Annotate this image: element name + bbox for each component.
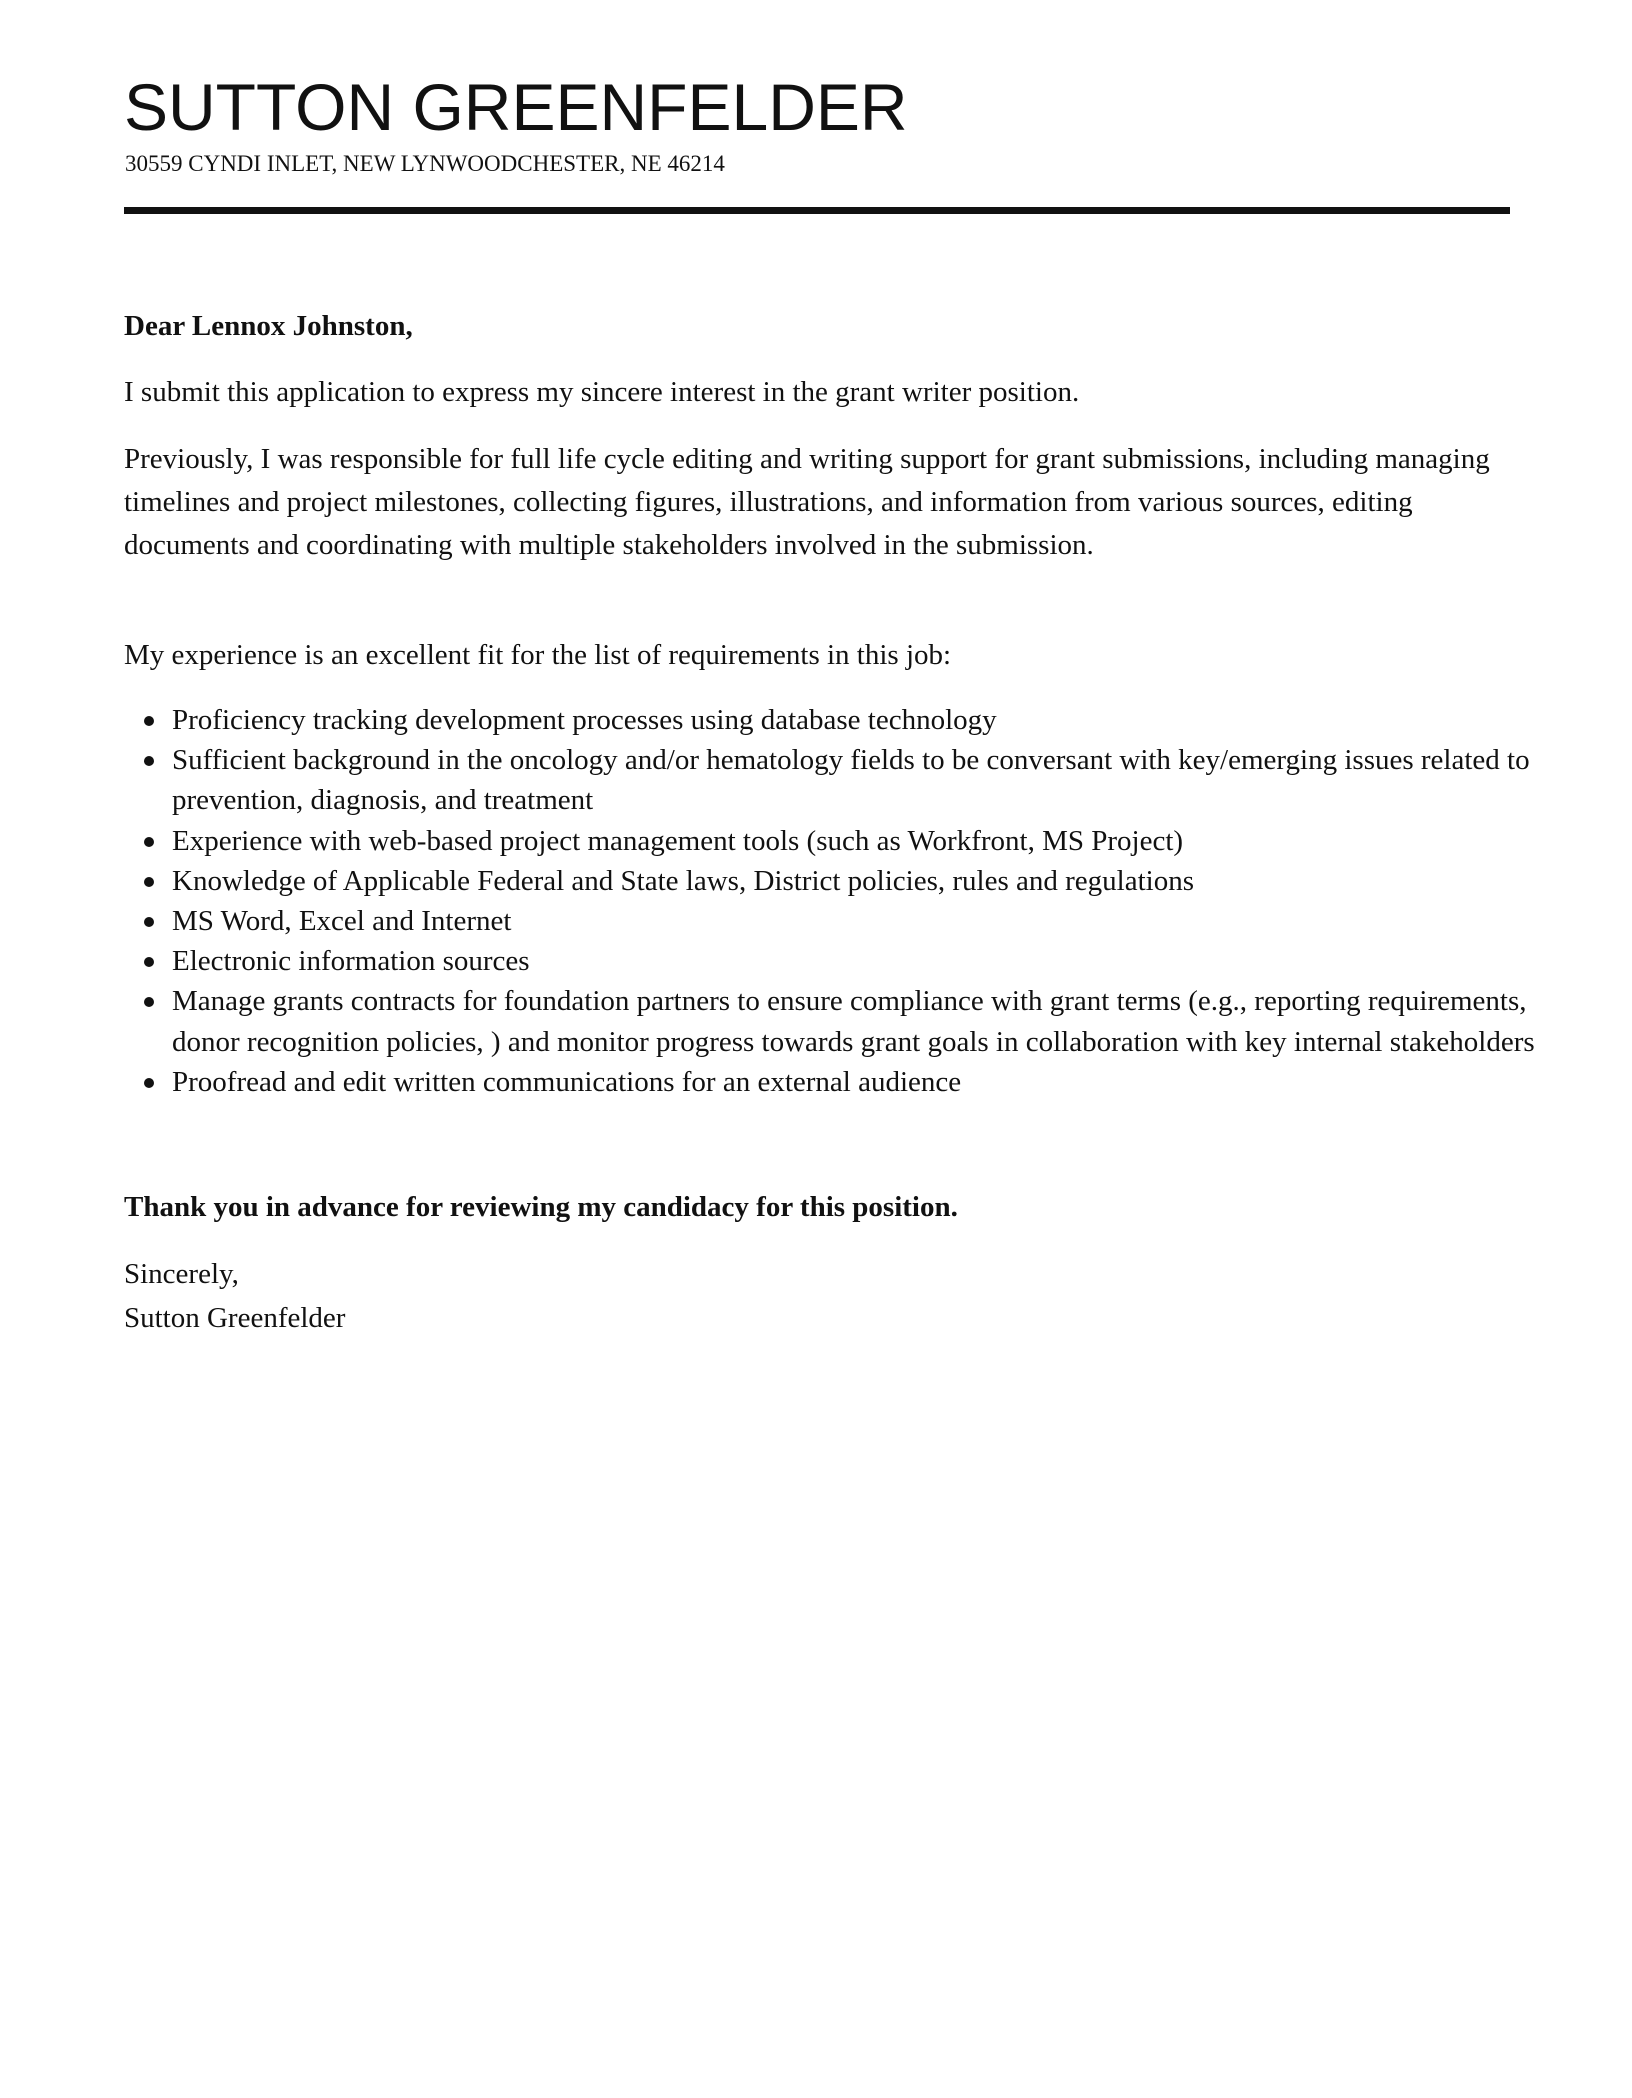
requirement-text: Electronic information sources [172,945,530,978]
list-item [172,861,1558,901]
requirement-text: Manage grants contracts for foundation partners to ensure compliance with grant terms (e.g., reporting requirements, donor recognition policies, ) and monitor progress towards grant goals in collaboration with key internal stakeholders [172,985,1535,1058]
experience-paragraph: Previously, I was responsible for full life cycle editing and writing support for grant submissions, including managing timelines and project milestones, collecting figures, illustrations, and information from various sources, editing documents and coordinating with multiple stakeholders involved in the submission. [124,443,1490,561]
fit-statement: My experience is an excellent fit for the list of requirements in this job: [124,639,952,671]
salutation: Dear Lennox Johnston, [124,310,413,342]
requirement-text: Experience with web-based project management tools (such as Workfront, MS Project) [172,824,1184,857]
list-item [172,1062,1558,1102]
applicant-address: 30559 CYNDI INLET, NEW LYNWOODCHESTER, NE 46214 [125,151,725,176]
requirements-list [124,700,1558,1102]
requirement-text: Knowledge of Applicable Federal and State laws, District policies, rules and regulations [172,864,1194,897]
bullet-icon [144,957,154,967]
bullet-icon [144,877,154,887]
thank-you-line: Thank you in advance for reviewing my candidacy for this position. [124,1191,958,1223]
closing: Sincerely, [124,1258,239,1290]
list-item [172,821,1558,861]
requirement-text: Proofread and edit written communications for an external audience [172,1065,962,1098]
bullet-icon [144,1078,154,1088]
header-divider [124,207,1510,214]
bullet-icon [144,837,154,847]
bullet-icon [144,997,154,1007]
list-item [172,740,1558,820]
requirement-text: MS Word, Excel and Internet [172,905,512,938]
list-item [172,941,1558,981]
list-item [172,901,1558,941]
bullet-icon [144,716,154,726]
bullet-icon [144,756,154,766]
intro-paragraph: I submit this application to express my sincere interest in the grant writer position. [124,376,1080,408]
list-item [172,700,1558,740]
requirement-text: Sufficient background in the oncology and/or hematology fields to be conversant with key/emerging issues related to prevention, diagnosis, and treatment [172,744,1530,817]
signature-name: Sutton Greenfelder [124,1302,346,1334]
list-item [172,981,1558,1061]
applicant-name: SUTTON GREENFELDER [124,70,908,144]
bullet-icon [144,917,154,927]
requirement-text: Proficiency tracking development processes using database technology [172,704,997,736]
